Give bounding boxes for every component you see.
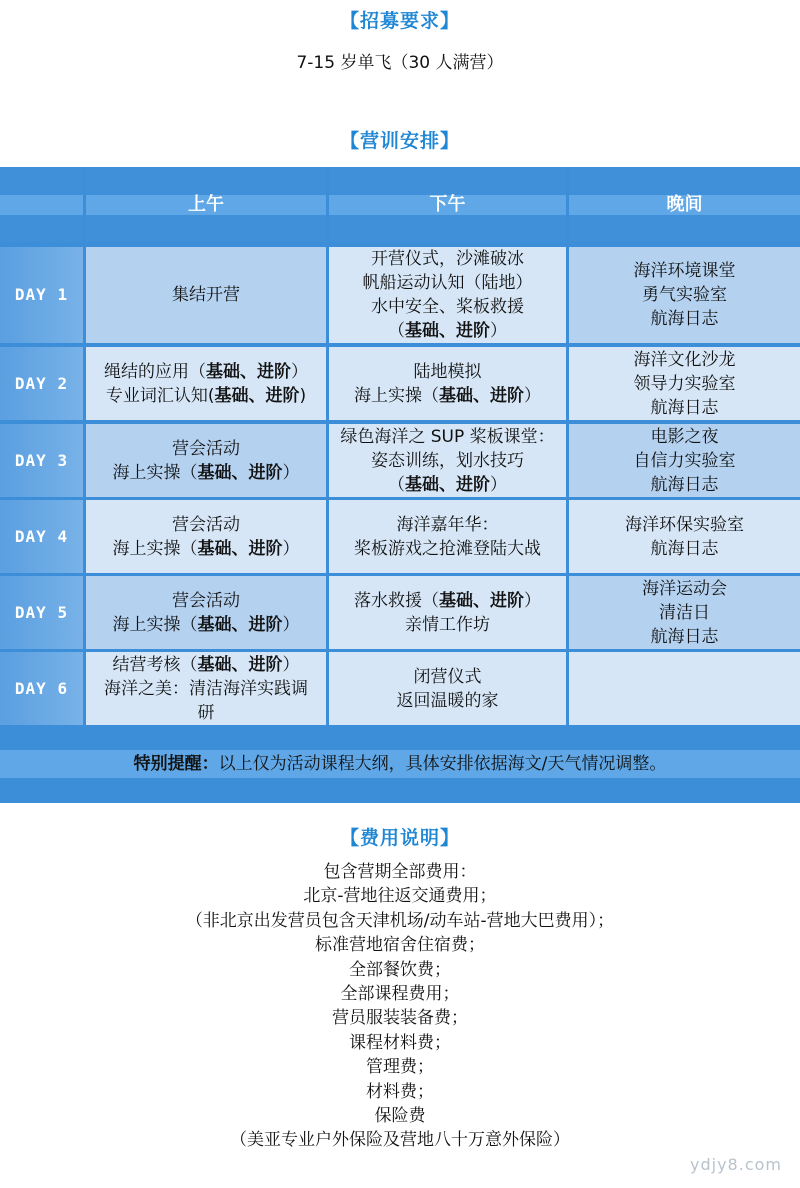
- header-morning: 上午: [86, 167, 326, 242]
- schedule-line: 航海日志: [650, 538, 719, 559]
- day-label: DAY 6: [0, 652, 83, 725]
- header-evening: 晚间: [569, 167, 800, 242]
- day-1-morning-cell: [86, 247, 326, 343]
- schedule-line: 研: [197, 702, 215, 723]
- fee-line: 营员服装装备费；: [332, 1008, 468, 1029]
- schedule-line: 集结开营: [172, 285, 240, 305]
- schedule-line: 营会活动: [172, 514, 240, 535]
- schedule-line: 海上实操（基础、进阶）: [354, 385, 541, 406]
- schedule-table: [0, 167, 800, 803]
- schedule-line: 桨板游戏之抢滩登陆大战: [354, 538, 541, 559]
- fee-line: 标准营地宿舍住宿费；: [315, 935, 485, 956]
- day-2-morning-cell: [86, 347, 326, 420]
- schedule-line: 海洋嘉年华：: [396, 514, 499, 535]
- schedule-line: 结营考核（基础、进阶）: [112, 654, 300, 675]
- day-2-evening-cell: [569, 347, 800, 420]
- header-corner: [0, 167, 83, 242]
- day-2-afternoon-cell: [329, 347, 566, 420]
- schedule-line: 海洋运动会: [642, 578, 727, 599]
- schedule-line: 海上实操（基础、进阶）: [112, 462, 300, 483]
- fee-line: 包含营期全部费用：: [323, 862, 477, 882]
- day-6-evening-cell: [569, 652, 800, 725]
- day-3-afternoon-cell: [329, 424, 566, 497]
- schedule-line: 返回温暖的家: [396, 690, 499, 711]
- recruit-title: 【招募要求】: [339, 10, 460, 32]
- schedule-line: 勇气实验室: [642, 285, 727, 305]
- schedule-line: 领导力实验室: [633, 373, 736, 394]
- fee-line: 课程材料费；: [349, 1032, 451, 1053]
- day-4-evening-cell: [569, 500, 800, 573]
- fees-title: 【费用说明】: [339, 827, 460, 849]
- day-4-morning-cell: [86, 500, 326, 573]
- schedule-line: 海洋之美：清洁海洋实践调: [104, 678, 308, 699]
- schedule-line: 闭营仪式: [413, 666, 482, 687]
- schedule-line: 电影之夜: [650, 426, 719, 447]
- recruit-text: 7-15 岁单飞（30 人满营）: [296, 53, 504, 73]
- special-note: 特别提醒：以上仅为活动课程大纲，具体安排依据海文/天气情况调整。: [133, 754, 667, 774]
- watermark: ydjy8.com: [690, 1155, 782, 1174]
- day-label: DAY 4: [0, 500, 83, 573]
- schedule-line: 落水救援（基础、进阶）: [354, 590, 541, 611]
- day-5-morning-cell: [86, 576, 326, 649]
- fee-line: 全部课程费用；: [340, 984, 460, 1005]
- day-4-afternoon-cell: [329, 500, 566, 573]
- fee-line: 保险费: [374, 1106, 426, 1127]
- day-3-morning-cell: [86, 424, 326, 497]
- schedule-line: 海上实操（基础、进阶）: [112, 538, 300, 559]
- schedule-line: 营会活动: [172, 590, 240, 611]
- fees-list: [0, 860, 800, 1153]
- schedule-line: 航海日志: [650, 626, 719, 647]
- schedule-line: 姿态训练，划水技巧: [371, 450, 524, 471]
- day-5-afternoon-cell: [329, 576, 566, 649]
- schedule-line: 航海日志: [650, 309, 719, 329]
- fee-line: 管理费；: [366, 1057, 434, 1078]
- schedule-line: 陆地模拟: [413, 361, 482, 382]
- day-label: DAY 5: [0, 576, 83, 649]
- fee-line: 材料费；: [366, 1081, 434, 1102]
- day-1-afternoon-cell: [329, 247, 566, 343]
- day-label: DAY 1: [0, 247, 83, 343]
- schedule-line: 营会活动: [172, 438, 240, 459]
- fee-line: （美亚专业户外保险及营地八十万意外保险）: [230, 1130, 570, 1151]
- day-5-evening-cell: [569, 576, 800, 649]
- schedule-line: 开营仪式，沙滩破冰: [371, 249, 524, 269]
- schedule-line: 航海日志: [650, 474, 719, 495]
- schedule-line: 自信力实验室: [633, 450, 736, 471]
- header-afternoon: 下午: [329, 167, 566, 242]
- schedule-line: 专业词汇认知(基础、进阶): [105, 385, 307, 406]
- schedule-line: 海洋环保实验室: [625, 514, 744, 535]
- day-label: DAY 2: [0, 347, 83, 420]
- fee-line: 全部餐饮费；: [349, 959, 451, 980]
- schedule-line: （基础、进阶）: [388, 321, 507, 341]
- schedule-line: 航海日志: [650, 397, 719, 418]
- fee-line: （非北京出发营员包含天津机场/动车站-营地大巴费用）；: [185, 910, 615, 931]
- schedule-line: 绳结的应用（基础、进阶）: [104, 361, 308, 382]
- schedule-line: 帆船运动认知（陆地）: [362, 273, 533, 293]
- day-label: DAY 3: [0, 424, 83, 497]
- schedule-line: 清洁日: [659, 602, 710, 623]
- day-3-evening-cell: [569, 424, 800, 497]
- schedule-line: 海洋环境课堂: [633, 261, 736, 281]
- schedule-line: （基础、进阶）: [388, 474, 507, 495]
- schedule-title: 【营训安排】: [339, 130, 460, 152]
- schedule-line: 海洋文化沙龙: [633, 349, 736, 370]
- day-6-morning-cell: [86, 652, 326, 725]
- schedule-line: 海上实操（基础、进阶）: [112, 614, 300, 635]
- schedule-line: 亲情工作坊: [405, 614, 490, 635]
- fee-line: 北京-营地往返交通费用；: [303, 886, 497, 907]
- day-6-afternoon-cell: [329, 652, 566, 725]
- schedule-line: 水中安全、桨板救援: [371, 297, 524, 317]
- schedule-line: 绿色海洋之 SUP 桨板课堂：: [340, 426, 555, 447]
- day-1-evening-cell: [569, 247, 800, 343]
